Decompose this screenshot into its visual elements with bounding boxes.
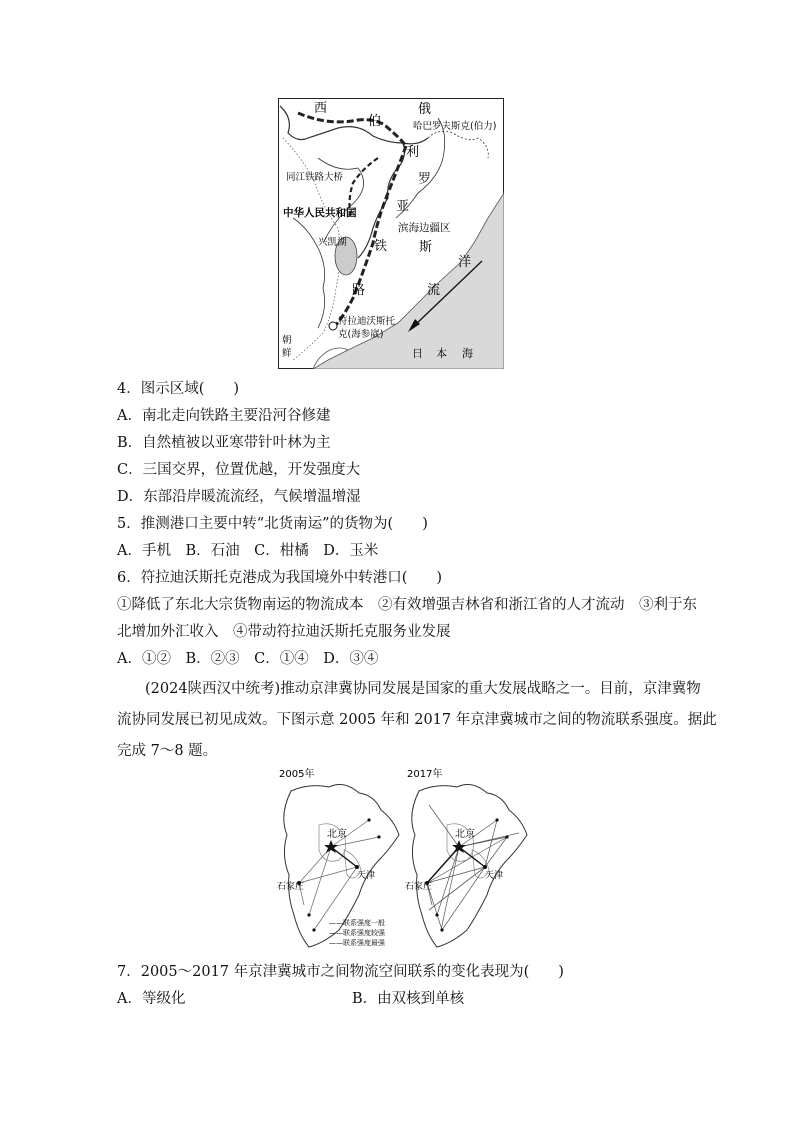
city-label-beijing: 北京 <box>455 829 475 840</box>
jingjinji-logistics-map <box>269 765 541 949</box>
map-label: 同江铁路大桥 <box>286 172 344 183</box>
map-label: 滨海边疆区 <box>398 222 451 234</box>
question-4-option-b: B．自然植被以亚寒带针叶林为主 <box>117 435 331 451</box>
map-label: 兴凯湖 <box>318 237 347 248</box>
city-label-tianjin: 天津 <box>485 871 504 881</box>
legend-strong: ——联系强度较强 <box>329 929 385 937</box>
question-7-option-b: B．由双核到单核 <box>352 991 465 1007</box>
map-label: 鲜 <box>282 348 292 359</box>
question-6-statements-cont: 北增加外汇收入 ④带动符拉迪沃斯托克服务业发展 <box>117 624 451 640</box>
question-5-options: A．手机 B．石油 C．柑橘 D．玉米 <box>117 543 379 559</box>
map-label: 西 <box>314 101 328 116</box>
map-label: 洋 <box>458 255 472 270</box>
question-4-option-a: A．南北走向铁路主要沿河谷修建 <box>117 408 331 424</box>
question-7-option-a: A．等级化 <box>117 991 186 1007</box>
map-label: 克(海参崴) <box>338 329 384 340</box>
question-4-option-c: C．三国交界，位置优越，开发强度大 <box>117 462 361 478</box>
city-label-tianjin: 天津 <box>357 871 376 881</box>
map-label: 斯 <box>419 240 433 255</box>
legend-normal: ——联系强度一般 <box>329 919 385 927</box>
map-label: 海 <box>462 347 473 360</box>
map-label: 俄 <box>418 102 432 117</box>
map-label: 朝 <box>282 335 292 346</box>
map-label: 符拉迪沃斯托 <box>338 316 396 327</box>
intro-paragraph-end: 完成 7～8 题。 <box>117 743 218 759</box>
year-label-2017: 2017年 <box>407 769 443 780</box>
map-label: 铁 <box>374 239 388 254</box>
city-label-shijiazhuang: 石家庄 <box>277 882 305 892</box>
anchor-icon <box>329 322 337 330</box>
far-east-railway-map <box>278 98 504 369</box>
year-label-2005: 2005年 <box>279 769 315 780</box>
map-label: 哈巴罗夫斯克(伯力) <box>413 121 497 132</box>
city-label-beijing: 北京 <box>327 829 347 840</box>
question-4-option-d: D．东部沿岸暖流流经，气候增温增湿 <box>117 489 361 505</box>
map-label: 罗 <box>418 172 432 187</box>
map-label: 日 <box>412 347 423 360</box>
map-label: 流 <box>427 283 441 298</box>
question-6-options: A．①② B．②③ C．①④ D．③④ <box>117 651 379 667</box>
map-label: 亚 <box>396 199 410 214</box>
question-5-stem: 5．推测港口主要中转“北货南运”的货物为( ) <box>117 516 428 532</box>
map-label: 利 <box>406 145 420 160</box>
map-label: 中华人民共和国 <box>283 207 357 219</box>
map-label: 路 <box>352 283 366 298</box>
question-7-stem: 7．2005～2017 年京津冀城市之间物流空间联系的变化表现为( ) <box>117 964 564 980</box>
question-4-stem: 4．图示区域( ) <box>117 381 240 397</box>
question-6-statements: ①降低了东北大宗货物南运的物流成本 ②有效增强吉林省和浙江省的人才流动 ③利于东 <box>117 597 697 613</box>
map-label: 本 <box>436 347 447 360</box>
city-label-shijiazhuang: 石家庄 <box>405 882 433 892</box>
legend-strongest: ——联系强度最强 <box>329 939 385 947</box>
question-6-stem: 6．符拉迪沃斯托克港成为我国境外中转港口( ) <box>117 570 443 586</box>
map-label: 伯 <box>368 114 382 129</box>
intro-paragraph-cont: 流协同发展已初见成效。下图示意 2005 年和 2017 年京津冀城市之间的物流联系强度。据此 <box>117 712 717 728</box>
intro-paragraph: (2024陕西汉中统考)推动京津冀协同发展是国家的重大发展战略之一。目前，京津冀物 <box>145 681 701 697</box>
